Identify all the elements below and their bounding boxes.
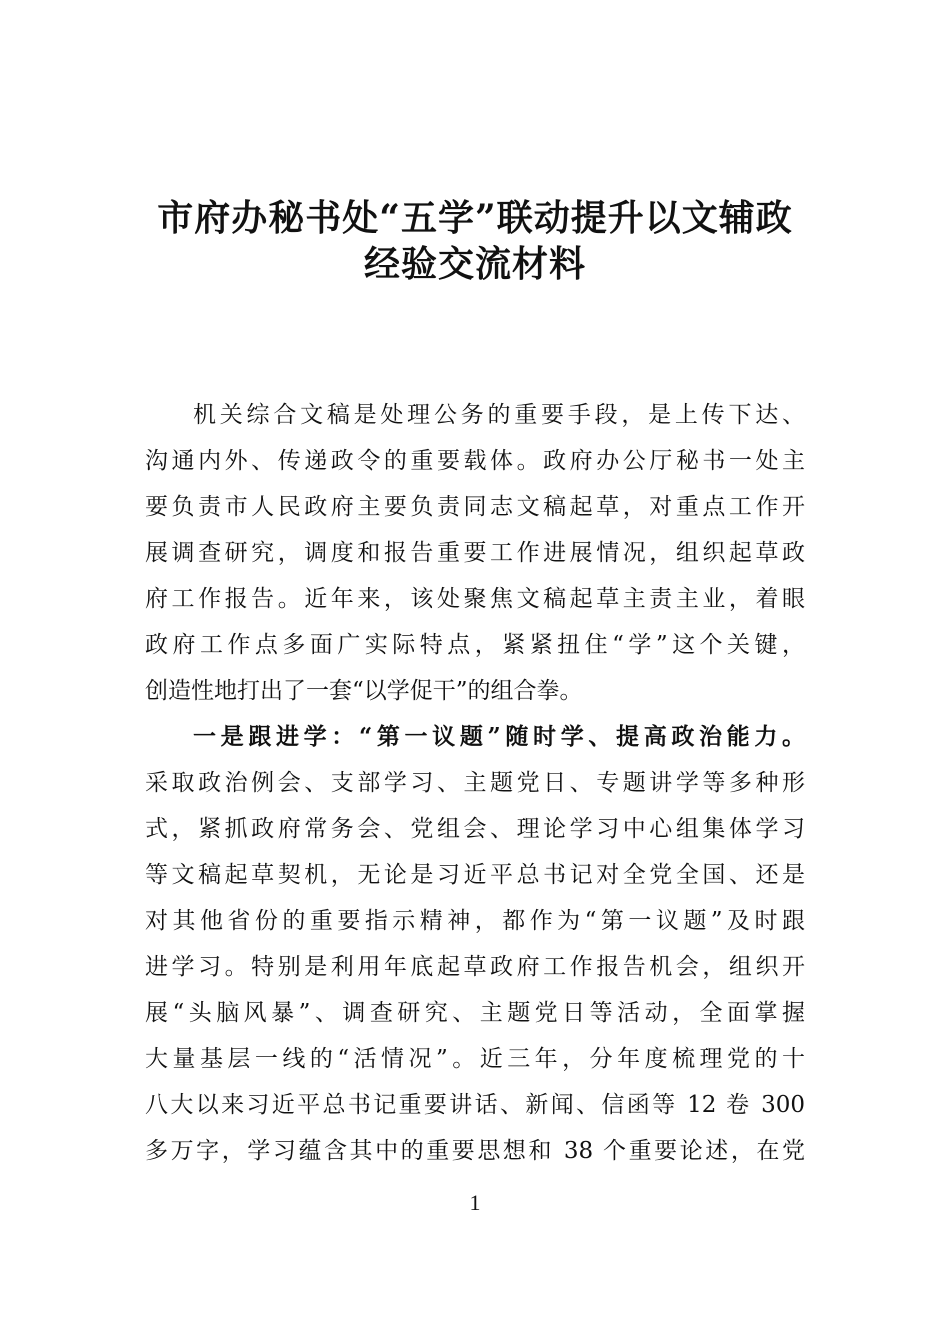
paragraph-2-line: 多万字，学习蕴含其中的重要思想和 38 个重要论述，在党 [145,1138,805,1164]
paragraph-1-line: 沟通内外、传递政令的重要载体。政府办公厅秘书一处主 [145,448,805,474]
paragraph-1-line: 展调查研究，调度和报告重要工作进展情况，组织起草政 [145,540,805,566]
document-title-line-1: 市府办秘书处“五学”联动提升以文辅政 [157,197,793,239]
paragraph-2-line: 式，紧抓政府常务会、党组会、理论学习中心组集体学习 [145,816,805,842]
paragraph-2-line: 展“头脑风暴”、调查研究、主题党日等活动，全面掌握 [145,1000,805,1026]
paragraph-2-line: 等文稿起草契机，无论是习近平总书记对全党全国、还是 [145,862,805,888]
paragraph-2-line: 采取政治例会、支部学习、主题党日、专题讲学等多种形 [145,770,805,796]
paragraph-2-heading: 一是跟进学：“第一议题”随时学、提高政治能力。 [193,723,805,750]
paragraph-2-line: 八大以来习近平总书记重要讲话、新闻、信函等 12 卷 300 [145,1092,805,1118]
paragraph-2-line: 大量基层一线的“活情况”。近三年，分年度梳理党的十 [145,1046,805,1072]
document-title-line-2: 经验交流材料 [363,243,586,285]
paragraph-1-line: 创造性地打出了一套“以学促干”的组合拳。 [145,678,583,704]
page-number: 1 [469,1190,481,1215]
paragraph-2-line: 对其他省份的重要指示精神，都作为“第一议题”及时跟 [145,908,805,934]
paragraph-1-line: 要负责市人民政府主要负责同志文稿起草，对重点工作开 [145,494,805,520]
paragraph-1-line: 府工作报告。近年来，该处聚焦文稿起草主责主业，着眼 [145,586,805,612]
paragraph-2-line: 进学习。特别是利用年底起草政府工作报告机会，组织开 [145,954,805,980]
paragraph-1-line: 政府工作点多面广实际特点，紧紧扭住“学”这个关键， [145,632,805,658]
paragraph-1-line: 机关综合文稿是处理公务的重要手段，是上传下达、 [193,402,805,428]
